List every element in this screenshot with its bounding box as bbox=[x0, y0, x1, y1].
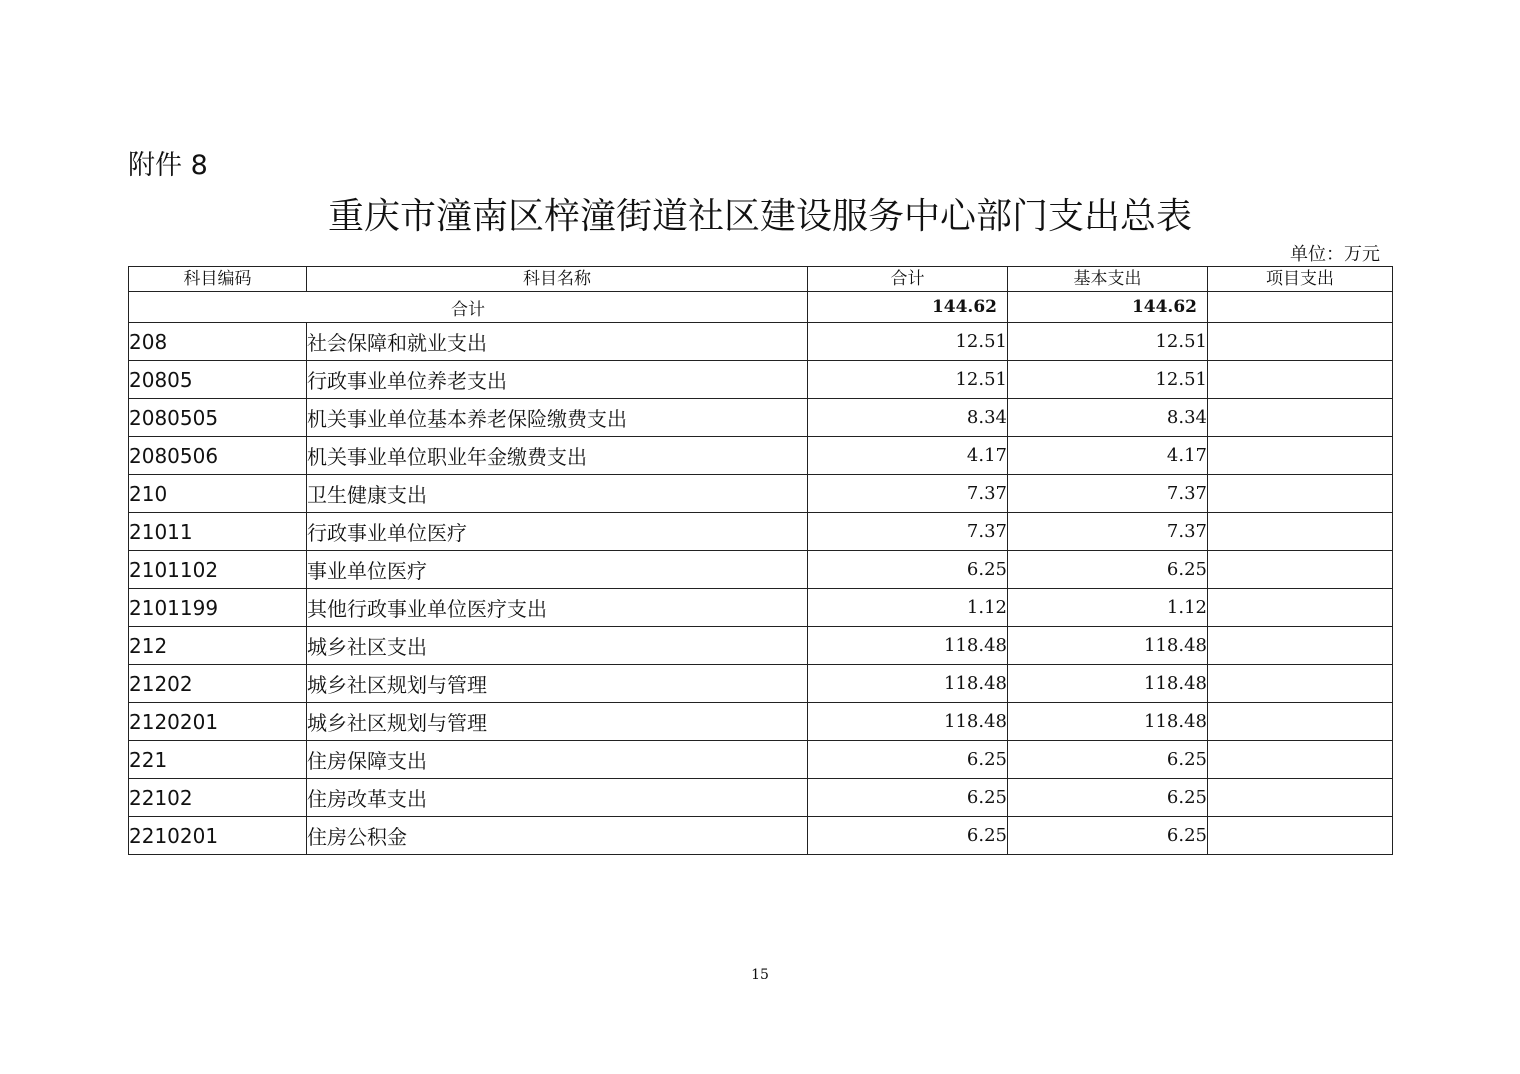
row-code: 2101102 bbox=[129, 551, 307, 589]
table-row bbox=[129, 475, 1393, 513]
column-header-total: 合计 bbox=[808, 267, 1008, 292]
row-project bbox=[1208, 551, 1393, 589]
row-name: 机关事业单位基本养老保险缴费支出 bbox=[307, 399, 808, 437]
row-basic: 12.51 bbox=[1008, 323, 1208, 361]
row-name: 卫生健康支出 bbox=[307, 475, 808, 513]
row-basic: 12.51 bbox=[1008, 361, 1208, 399]
table-row bbox=[129, 399, 1393, 437]
total-row-label: 合计 bbox=[129, 292, 808, 323]
row-name: 事业单位医疗 bbox=[307, 551, 808, 589]
table-row bbox=[129, 627, 1393, 665]
page-number: 15 bbox=[751, 967, 769, 983]
row-basic: 118.48 bbox=[1008, 703, 1208, 741]
table-body bbox=[129, 292, 1393, 855]
table-row bbox=[129, 817, 1393, 855]
row-name: 行政事业单位养老支出 bbox=[307, 361, 808, 399]
expense-summary-table bbox=[128, 266, 1393, 855]
row-project bbox=[1208, 779, 1393, 817]
row-code: 20805 bbox=[129, 361, 307, 399]
row-name: 社会保障和就业支出 bbox=[307, 323, 808, 361]
row-basic: 8.34 bbox=[1008, 399, 1208, 437]
row-basic: 118.48 bbox=[1008, 627, 1208, 665]
table-row bbox=[129, 741, 1393, 779]
table-row bbox=[129, 361, 1393, 399]
total-row bbox=[129, 292, 1393, 323]
row-basic: 6.25 bbox=[1008, 551, 1208, 589]
row-name: 城乡社区规划与管理 bbox=[307, 665, 808, 703]
row-total: 7.37 bbox=[808, 513, 1008, 551]
table-row bbox=[129, 513, 1393, 551]
row-total: 118.48 bbox=[808, 703, 1008, 741]
row-project bbox=[1208, 627, 1393, 665]
row-total: 1.12 bbox=[808, 589, 1008, 627]
row-name: 住房保障支出 bbox=[307, 741, 808, 779]
row-project bbox=[1208, 665, 1393, 703]
table-header-row bbox=[129, 267, 1393, 292]
row-basic: 6.25 bbox=[1008, 779, 1208, 817]
row-project bbox=[1208, 475, 1393, 513]
row-code: 21202 bbox=[129, 665, 307, 703]
column-header-name: 科目名称 bbox=[307, 267, 808, 292]
row-project bbox=[1208, 399, 1393, 437]
table-row bbox=[129, 703, 1393, 741]
row-basic: 118.48 bbox=[1008, 665, 1208, 703]
row-total: 118.48 bbox=[808, 627, 1008, 665]
row-code: 2120201 bbox=[129, 703, 307, 741]
row-total: 8.34 bbox=[808, 399, 1008, 437]
row-name: 住房公积金 bbox=[307, 817, 808, 855]
table-row bbox=[129, 437, 1393, 475]
row-basic: 7.37 bbox=[1008, 475, 1208, 513]
row-code: 21011 bbox=[129, 513, 307, 551]
row-basic: 6.25 bbox=[1008, 741, 1208, 779]
table-row bbox=[129, 779, 1393, 817]
row-basic: 1.12 bbox=[1008, 589, 1208, 627]
row-name: 住房改革支出 bbox=[307, 779, 808, 817]
row-name: 机关事业单位职业年金缴费支出 bbox=[307, 437, 808, 475]
row-total: 6.25 bbox=[808, 779, 1008, 817]
row-code: 2210201 bbox=[129, 817, 307, 855]
row-project bbox=[1208, 513, 1393, 551]
row-name: 行政事业单位医疗 bbox=[307, 513, 808, 551]
row-project bbox=[1208, 589, 1393, 627]
row-total: 6.25 bbox=[808, 551, 1008, 589]
row-total: 6.25 bbox=[808, 741, 1008, 779]
table-row bbox=[129, 551, 1393, 589]
row-total: 12.51 bbox=[808, 323, 1008, 361]
total-row-basic: 144.62 bbox=[1008, 292, 1208, 323]
row-code: 2101199 bbox=[129, 589, 307, 627]
row-total: 118.48 bbox=[808, 665, 1008, 703]
attachment-label: 附件 8 bbox=[128, 150, 208, 181]
row-project bbox=[1208, 817, 1393, 855]
row-code: 221 bbox=[129, 741, 307, 779]
total-row-project bbox=[1208, 292, 1393, 323]
row-basic: 7.37 bbox=[1008, 513, 1208, 551]
row-code: 208 bbox=[129, 323, 307, 361]
table-row bbox=[129, 589, 1393, 627]
row-code: 2080506 bbox=[129, 437, 307, 475]
column-header-project: 项目支出 bbox=[1208, 267, 1393, 292]
row-code: 22102 bbox=[129, 779, 307, 817]
column-header-basic: 基本支出 bbox=[1008, 267, 1208, 292]
unit-label: 单位：万元 bbox=[1290, 244, 1380, 265]
document-title: 重庆市潼南区梓潼街道社区建设服务中心部门支出总表 bbox=[327, 196, 1192, 237]
row-total: 12.51 bbox=[808, 361, 1008, 399]
row-project bbox=[1208, 741, 1393, 779]
row-project bbox=[1208, 323, 1393, 361]
table-row bbox=[129, 323, 1393, 361]
column-header-code: 科目编码 bbox=[129, 267, 307, 292]
row-project bbox=[1208, 437, 1393, 475]
total-row-total: 144.62 bbox=[808, 292, 1008, 323]
row-name: 城乡社区规划与管理 bbox=[307, 703, 808, 741]
row-code: 210 bbox=[129, 475, 307, 513]
row-name: 城乡社区支出 bbox=[307, 627, 808, 665]
row-basic: 4.17 bbox=[1008, 437, 1208, 475]
row-total: 4.17 bbox=[808, 437, 1008, 475]
row-basic: 6.25 bbox=[1008, 817, 1208, 855]
row-total: 7.37 bbox=[808, 475, 1008, 513]
row-name: 其他行政事业单位医疗支出 bbox=[307, 589, 808, 627]
row-code: 2080505 bbox=[129, 399, 307, 437]
row-project bbox=[1208, 361, 1393, 399]
row-total: 6.25 bbox=[808, 817, 1008, 855]
row-code: 212 bbox=[129, 627, 307, 665]
table-row bbox=[129, 665, 1393, 703]
row-project bbox=[1208, 703, 1393, 741]
